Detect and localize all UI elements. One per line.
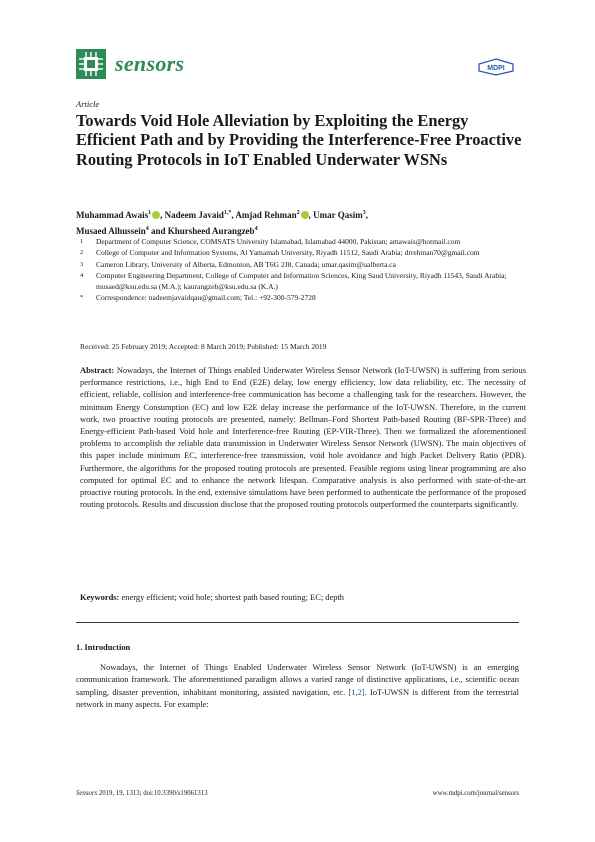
abstract <box>80 364 526 510</box>
author-affiliation-mark: 4 <box>254 226 258 233</box>
affiliation-list <box>80 236 526 304</box>
publication-dates: Received: 25 February 2019; Accepted: 8 March 2019; Published: 15 March 2019 <box>80 342 327 351</box>
author-name: Musaed Alhussein <box>76 226 146 237</box>
author-list: Muhammad Awais$^1$ , Nadeem Javaid$^{1,*}$, Amjad Rehman$^2$ , Umar Qasim$^3$, Musaed Alhussein$^4$ and Khursheed Aurangzeb$^4$ <box>76 210 368 237</box>
intro-text: Nowadays, the Internet of Things Enabled Underwater Wireless Sensor Network (IoT-UWSN) is an emerging communication framework. The aforementioned paradigm allows a varied range of distinctive applications, i.e., scientific ocean sampling, disaster prevention, inhabitant monitoring, assisted navigation, etc. <box>76 662 519 697</box>
mdpi-logo-text: MDPI <box>487 65 505 72</box>
affiliation-item: 4 Computer Engineering Department, College of Computer and Information Sciences, King Saud University, Riyadh 11543, Saudi Arabia; musaed@ksu.edu.sa (M.A.); kaurangzeb@ksu.edu.sa (K.A.) <box>80 270 507 292</box>
author-affiliation-mark: 4 <box>145 226 149 233</box>
author-name: Muhammad Awais <box>76 210 149 220</box>
article-type: Article <box>76 99 100 109</box>
paper-title: Towards Void Hole Alleviation by Exploiting the Energy Efficient Path and by Providing the Interference-Free Proactive Routing Protocols in IoT Enabled Underwater WSNs <box>76 111 522 169</box>
author-affiliation-mark: 1 <box>148 210 152 216</box>
sensors-chip-icon <box>76 49 106 79</box>
author-affiliation-mark: 3 <box>362 210 366 216</box>
author-name: Khursheed Aurangzeb <box>167 226 255 237</box>
affiliation-item: 2 College of Computer and Information Systems, Al Yamamah University, Riyadh 11512, Saudi Arabia; drrehman70@gmail.com <box>80 248 480 258</box>
citation-link[interactable]: [1,2] <box>348 686 365 697</box>
author-name: Nadeem Javaid <box>164 210 224 220</box>
intro-text-continued: . IoT-UWSN is different from the terrestrial network in many aspects. For example: <box>76 686 519 710</box>
footer-url[interactable]: www.mdpi.com/journal/sensors <box>432 790 519 797</box>
abstract-label: Abstract: <box>80 365 115 375</box>
affiliation-item: 1 Department of Computer Science, COMSATS University Islamabad, Islamabad 44000, Pakistan; amawais@hotmail.com <box>80 237 461 246</box>
section-divider <box>76 622 519 623</box>
abstract-text: Nowadays, the Internet of Things enabled Underwater Wireless Sensor Network (IoT-UWSN) is suffering from serious performance restrictions, i.e., high End to End (E2E) delay, low energy efficiency, low data reliability, etc. The necessity of efficient, reliable, collision and interference-free communication has become a challenging task for the researchers. However, the minimum Energy Consumption (EC) and low E2E delay increase the performance of the IoT-UWSN. Therefore, in the current work, two proactive routing protocols are presented, namely: Bellman–Ford Shortest Path-based Routing (BF-SPR-Three) and Energy-efficient Path-based Void hole and Interference-free Routing (EP-VIR-Three). Then we formalized the aforementioned problems to accomplish the reliable data transmission in Underwater Wireless Sensor Network (UWSN). The main objectives of this paper include minimum EC, interference-free transmission, void hole avoidance and high Packet Delivery Ratio (PDR). Furthermore, the algorithms for the proposed routing protocols are presented. Feasible regions using linear programming are also computed for optimal EC and to enhance the network lifespan. Comparative analysis is also performed with state-of-the-art proactive routing protocols. In the end, extensive simulations have been performed to authenticate the performance of the proposed routing protocols. Results and discussion disclose that the proposed routing protocols outperformed the counterparts significantly. <box>80 365 527 510</box>
author-affiliation-mark: 1,* <box>223 210 232 216</box>
correspondence: * Correspondence: nadeemjavaidqau@gmail.com; Tel.: +92-300-579-2728 <box>80 293 316 303</box>
keywords-label: Keywords: <box>80 592 120 602</box>
author-name: Amjad Rehman <box>235 210 297 220</box>
author-affiliation-mark: 2 <box>296 210 300 216</box>
mdpi-logo-icon <box>477 58 515 76</box>
footer-journal: Sensors <box>76 790 98 797</box>
keywords <box>80 592 526 602</box>
orcid-icon[interactable] <box>301 211 309 219</box>
footer-doi: 2019, 19, 1313; doi:10.3390/s19061313 <box>98 790 208 797</box>
orcid-icon[interactable] <box>152 211 160 219</box>
keywords-text: energy efficient; void hole; shortest path based routing; EC; depth <box>121 592 345 602</box>
introduction-paragraph <box>76 661 519 711</box>
section-heading: 1. Introduction <box>76 642 131 652</box>
journal-name: sensors <box>115 51 185 76</box>
footer-citation <box>76 790 208 797</box>
author-name: Umar Qasim <box>313 210 363 220</box>
affiliation-item: 3 Cameron Library, University of Alberta, Edmonton, AB T6G 2J8, Canada; umar.qasim@ualberta.ca <box>80 259 396 269</box>
